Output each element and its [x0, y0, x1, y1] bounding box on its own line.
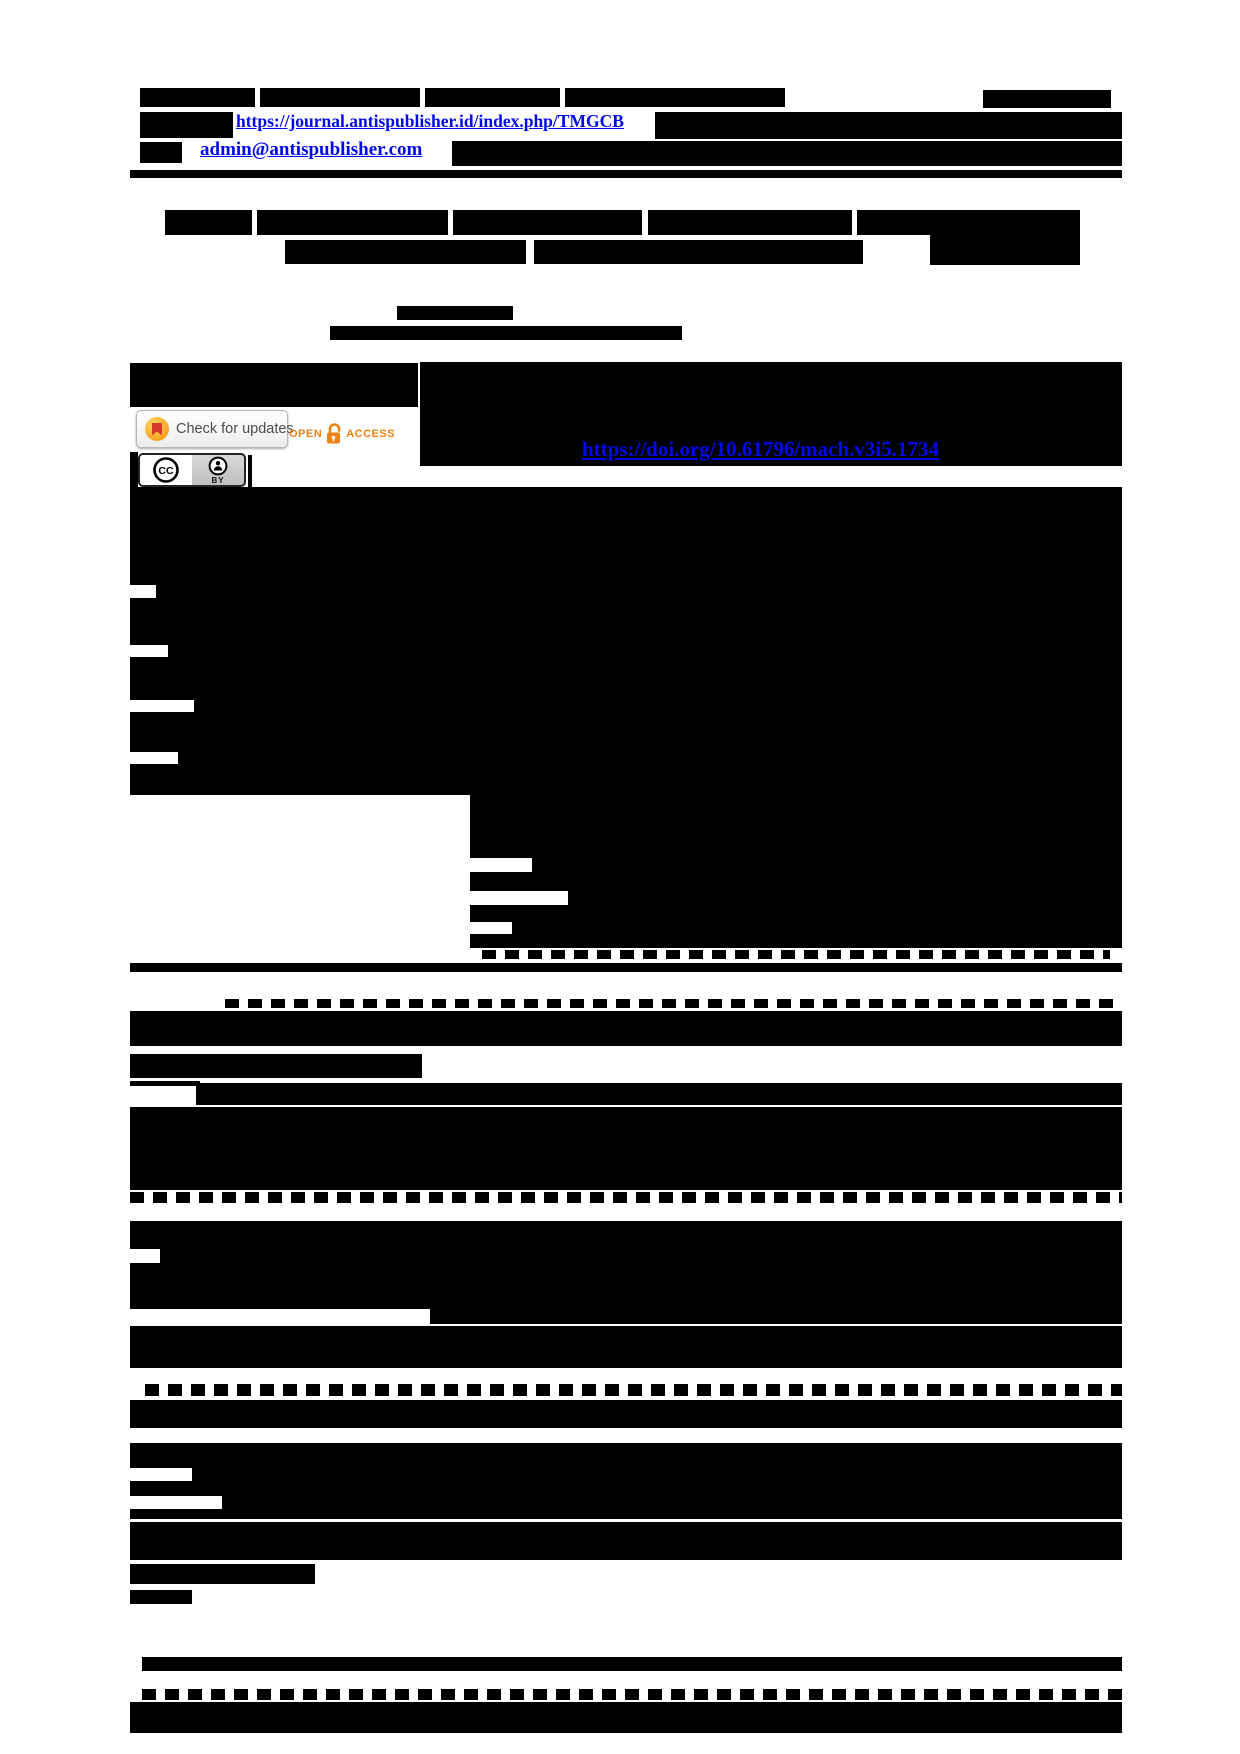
redaction-bar	[196, 1083, 1122, 1105]
redaction-bar	[142, 1657, 1122, 1671]
redaction-bar	[130, 1443, 1122, 1519]
redacted-text-dashes	[130, 1192, 1122, 1203]
redaction-bar	[130, 1326, 1122, 1368]
redaction-bar	[130, 1081, 200, 1086]
redaction-bar	[165, 210, 1080, 235]
doi-link[interactable]: https://doi.org/10.61796/mach.v3i5.1734	[582, 437, 940, 461]
redaction-bar	[130, 1564, 315, 1584]
redaction-gap	[852, 210, 857, 235]
redaction-bar	[983, 90, 1111, 108]
redaction-gap	[448, 210, 453, 235]
redaction-gap	[130, 1496, 222, 1509]
redaction-bar	[130, 1702, 1122, 1733]
redaction-bar	[374, 371, 392, 389]
redaction-bar	[130, 487, 1122, 795]
redaction-gap	[470, 922, 512, 934]
redaction-gap	[642, 210, 648, 235]
redacted-text-dashes	[225, 999, 1122, 1008]
redaction-gap	[420, 88, 425, 107]
redaction-gap	[470, 891, 568, 905]
redaction-bar	[130, 1107, 1122, 1190]
cc-by-attribution	[192, 456, 244, 485]
check-for-updates-label: Check for updates	[176, 421, 294, 437]
redaction-bar	[140, 142, 182, 163]
journal-email-link[interactable]: admin@antispublisher.com	[200, 139, 423, 160]
redaction-bar	[130, 1054, 422, 1078]
redaction-bar	[397, 306, 513, 320]
redaction-gap	[526, 240, 534, 264]
redaction-bar	[330, 326, 682, 340]
redaction-gap	[560, 88, 565, 107]
by-label: BY	[211, 475, 225, 485]
redaction-bar	[140, 88, 785, 107]
redaction-gap	[130, 700, 194, 712]
open-lock-icon	[324, 422, 344, 446]
redacted-text-dashes	[482, 950, 1110, 959]
redaction-bar	[130, 452, 138, 488]
redacted-text-dashes	[142, 1689, 1122, 1700]
redaction-gap	[130, 1249, 160, 1263]
redaction-gap	[130, 752, 178, 764]
redaction-bar	[130, 1522, 1122, 1560]
redaction-bar	[930, 235, 1080, 265]
check-for-updates-badge[interactable]	[136, 410, 294, 448]
redaction-bar	[470, 795, 1122, 948]
bookmark-icon	[152, 423, 162, 436]
redaction-bar	[248, 455, 252, 487]
redaction-gap	[130, 645, 168, 657]
open-access-word-access: ACCESS	[346, 428, 396, 440]
redaction-gap	[255, 88, 260, 107]
redaction-gap	[252, 210, 257, 235]
redaction-bar	[130, 963, 1122, 972]
redaction-bar	[285, 240, 863, 264]
redaction-bar	[130, 1221, 1122, 1309]
crossmark-icon	[145, 417, 169, 441]
redaction-bar	[430, 1309, 1122, 1324]
person-icon	[208, 456, 228, 476]
redaction-bar	[130, 1400, 1122, 1428]
redaction-bar	[452, 141, 1122, 166]
redaction-bar	[130, 170, 1122, 178]
redacted-text-dashes	[145, 1384, 1122, 1396]
redaction-gap	[130, 1468, 192, 1481]
cc-letters: CC	[158, 465, 174, 478]
redaction-bar	[130, 1011, 1122, 1046]
open-access-word-open: OPEN	[289, 428, 323, 440]
journal-homepage-link[interactable]: https://journal.antispublisher.id/index.php/TMGCB	[236, 111, 624, 131]
cc-icon	[140, 455, 192, 485]
open-access-badge	[289, 420, 395, 448]
redaction-bar	[130, 1590, 192, 1604]
redaction-bar	[140, 112, 233, 138]
redaction-gap	[470, 858, 532, 872]
cc-by-license-badge[interactable]	[138, 453, 246, 487]
redaction-gap	[130, 585, 156, 598]
redaction-bar	[655, 112, 1122, 139]
